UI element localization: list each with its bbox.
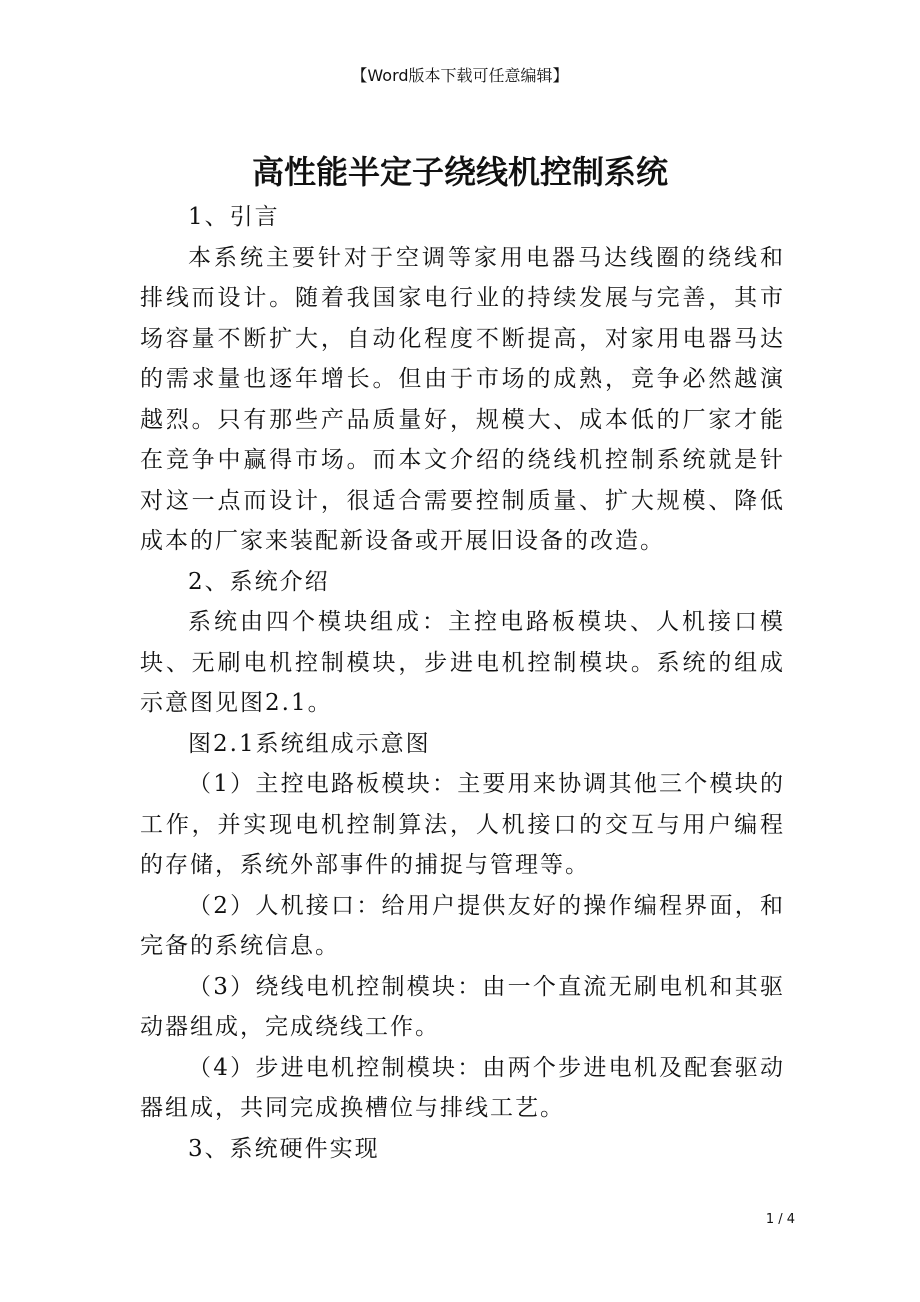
document-title: 高性能半定子绕线机控制系统 (251, 153, 668, 192)
figure-caption: 图2.1系统组成示意图 (188, 730, 431, 757)
intro-paragraph: 本系统主要针对于空调等家用电器马达线圈的绕线和排线而设计。随着我国家电行业的持续发展与完善，其市场容量不断扩大，自动化程度不断提高，对家用电器马达的需求量也逐年增长。但由于市场的成熟，竞争必然越演越烈。只有那些产品质量好，规模大、成本低的厂家才能在竞争中赢得市场。而本文介绍的绕线机控制系统就是针对这一点而设计，很适合需要控制质量、扩大规模、降低成本的厂家来装配新设备或开展旧设备的改造。 (140, 244, 785, 554)
download-note: 【Word版本下载可任意编辑】 (351, 66, 569, 85)
module-item-stepper-motor: （4）步进电机控制模块：由两个步进电机及配套驱动器组成，共同完成换槽位与排线工艺。 (140, 1054, 785, 1121)
module-item-winding-motor: （3）绕线电机控制模块：由一个直流无刷电机和其驱动器组成，完成绕线工作。 (140, 973, 785, 1040)
page-number: 1 / 4 (765, 1212, 795, 1227)
section-heading-system-intro: 2、系统介绍 (188, 568, 330, 595)
section-heading-introduction: 1、引言 (188, 204, 280, 230)
module-item-hmi: （2）人机接口：给用户提供友好的操作编程界面，和完备的系统信息。 (140, 892, 785, 959)
system-intro-paragraph: 系统由四个模块组成：主控电路板模块、人机接口模块、无刷电机控制模块，步进电机控制模块。系统的组成示意图见图2.1。 (140, 609, 785, 716)
section-heading-hardware: 3、系统硬件实现 (188, 1135, 380, 1162)
module-item-main-control: （1）主控电路板模块：主要用来协调其他三个模块的工作，并实现电机控制算法，人机接口的交互与用户编程的存储，系统外部事件的捕捉与管理等。 (140, 771, 785, 878)
document-body (140, 197, 785, 1169)
